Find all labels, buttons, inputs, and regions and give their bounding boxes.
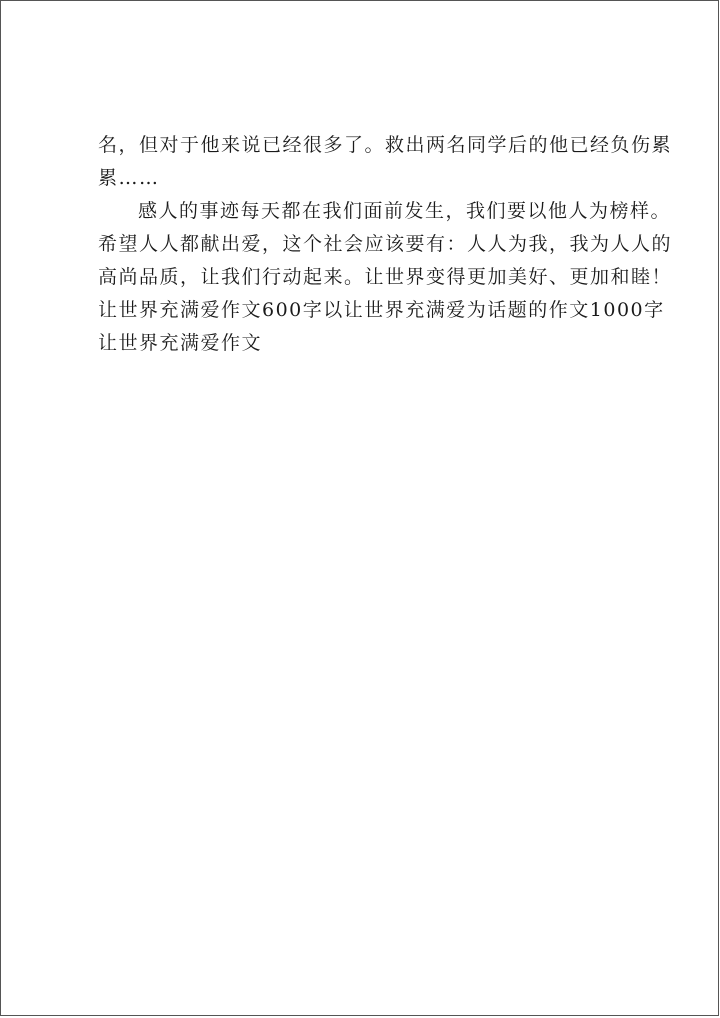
paragraph-start-line: 感人的事迹每天都在我们面前发生，我们要以他人为榜样。 [138,200,672,222]
text-line: 希望人人都献出爱，这个社会应该要有：人人为我，我为人人的 [98,233,673,255]
title-line: 让世界充满爱作文 [98,332,263,354]
title-line: 让世界充满爱作文600字以让世界充满爱为话题的作文1000字 [98,299,665,321]
text-line: 高尚品质，让我们行动起来。让世界变得更加美好、更加和睦！ [98,266,673,288]
document-body [98,129,673,360]
text-line: 累…… [98,167,160,189]
text-line: 名，但对于他来说已经很多了。救出两名同学后的他已经负伤累 [98,134,673,156]
